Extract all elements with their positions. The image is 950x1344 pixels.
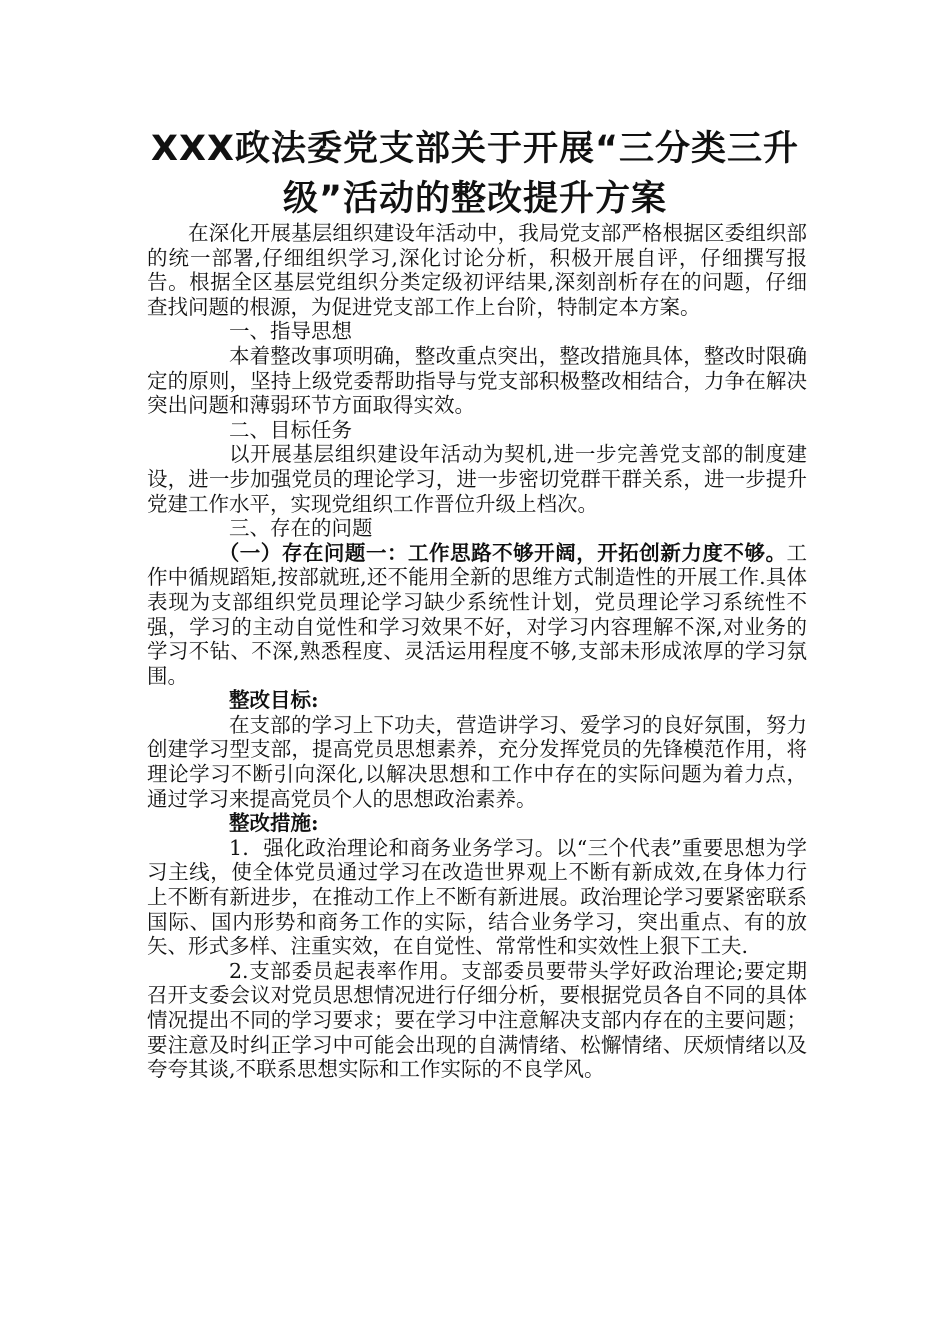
section-heading-problems: 三、存在的问题 xyxy=(229,516,373,541)
measure-one: 1．强化政治理论和商务业务学习。以“三个代表”重要思想为学习主线，使全体党员通过学习在改造世界观上不断有新成效,在身体力行上不断有新进步，在推动工作上不断有新进展。政治理论学习要紧密联系国际、国内形势和商务工作的实际，结合业务学习，突出重点、有的放矢、形式多样、注重实效，在自觉性、常常性和实效性上狠下工夫. xyxy=(147,835,807,959)
section-heading-guiding-thought: 一、指导思想 xyxy=(229,319,352,344)
document-body xyxy=(147,221,807,1082)
goal-text: 在支部的学习上下功夫，营造讲学习、爱学习的良好氛围，努力创建学习型支部，提高党员思想素养，充分发挥党员的先锋模范作用，将理论学习不断引向深化,以解决思想和工作中存在的实际问题为着力点，通过学习来提高党员个人的思想政治素养。 xyxy=(147,712,807,811)
measures-heading: 整改措施: xyxy=(229,811,319,836)
problem-one-heading: （一）存在问题一：工作思路不够开阔，开拓创新力度不够。 xyxy=(218,540,787,565)
measure-two: 2.支部委员起表率作用。支部委员要带头学好政治理论;要定期召开支委会议对党员思想情况进行仔细分析，要根据党员各自不同的具体情况提出不同的学习要求；要在学习中注意解决支部内存在的主要问题；要注意及时纠正学习中可能会出现的自满情绪、松懈情绪、厌烦情绪以及夸夸其谈,不联系思想实际和工作实际的不良学风。 xyxy=(147,958,807,1082)
section-text-guiding-thought: 本着整改事项明确，整改重点突出，整改措施具体，整改时限确定的原则，坚持上级党委帮助指导与党支部积极整改相结合，力争在解决突出问题和薄弱环节方面取得实效。 xyxy=(147,343,807,418)
section-heading-goals: 二、目标任务 xyxy=(229,417,352,442)
problem-one-text: 工作中循规蹈矩,按部就班,还不能用全新的思维方式制造性的开展工作.具体表现为支部组织党员理论学习缺少系统性计划，党员理论学习系统性不强，学习的主动自觉性和学习效果不好，对学习内容理解不深,对业务的学习不钻、不深,熟悉程度、灵活运用程度不够,支部未形成浓厚的学习氛围。 xyxy=(147,540,807,688)
goal-heading: 整改目标: xyxy=(229,688,319,713)
intro-paragraph: 在深化开展基层组织建设年活动中，我局党支部严格根据区委组织部的统一部署,仔细组织学习,深化讨论分析，积极开展自评，仔细撰写报告。根据全区基层党组织分类定级初评结果,深刻剖析存在的问题，仔细查找问题的根源，为促进党支部工作上台阶，特制定本方案。 xyxy=(147,221,807,319)
problem-one-paragraph xyxy=(147,541,807,689)
document-title: XXX政法委党支部关于开展“三分类三升级”活动的整改提升方案 xyxy=(151,129,799,219)
section-text-goals: 以开展基层组织建设年活动为契机,进一步完善党支部的制度建设，进一步加强党员的理论学习，进一步密切党群干群关系，进一步提升党建工作水平，实现党组织工作晋位升级上档次。 xyxy=(147,442,807,516)
